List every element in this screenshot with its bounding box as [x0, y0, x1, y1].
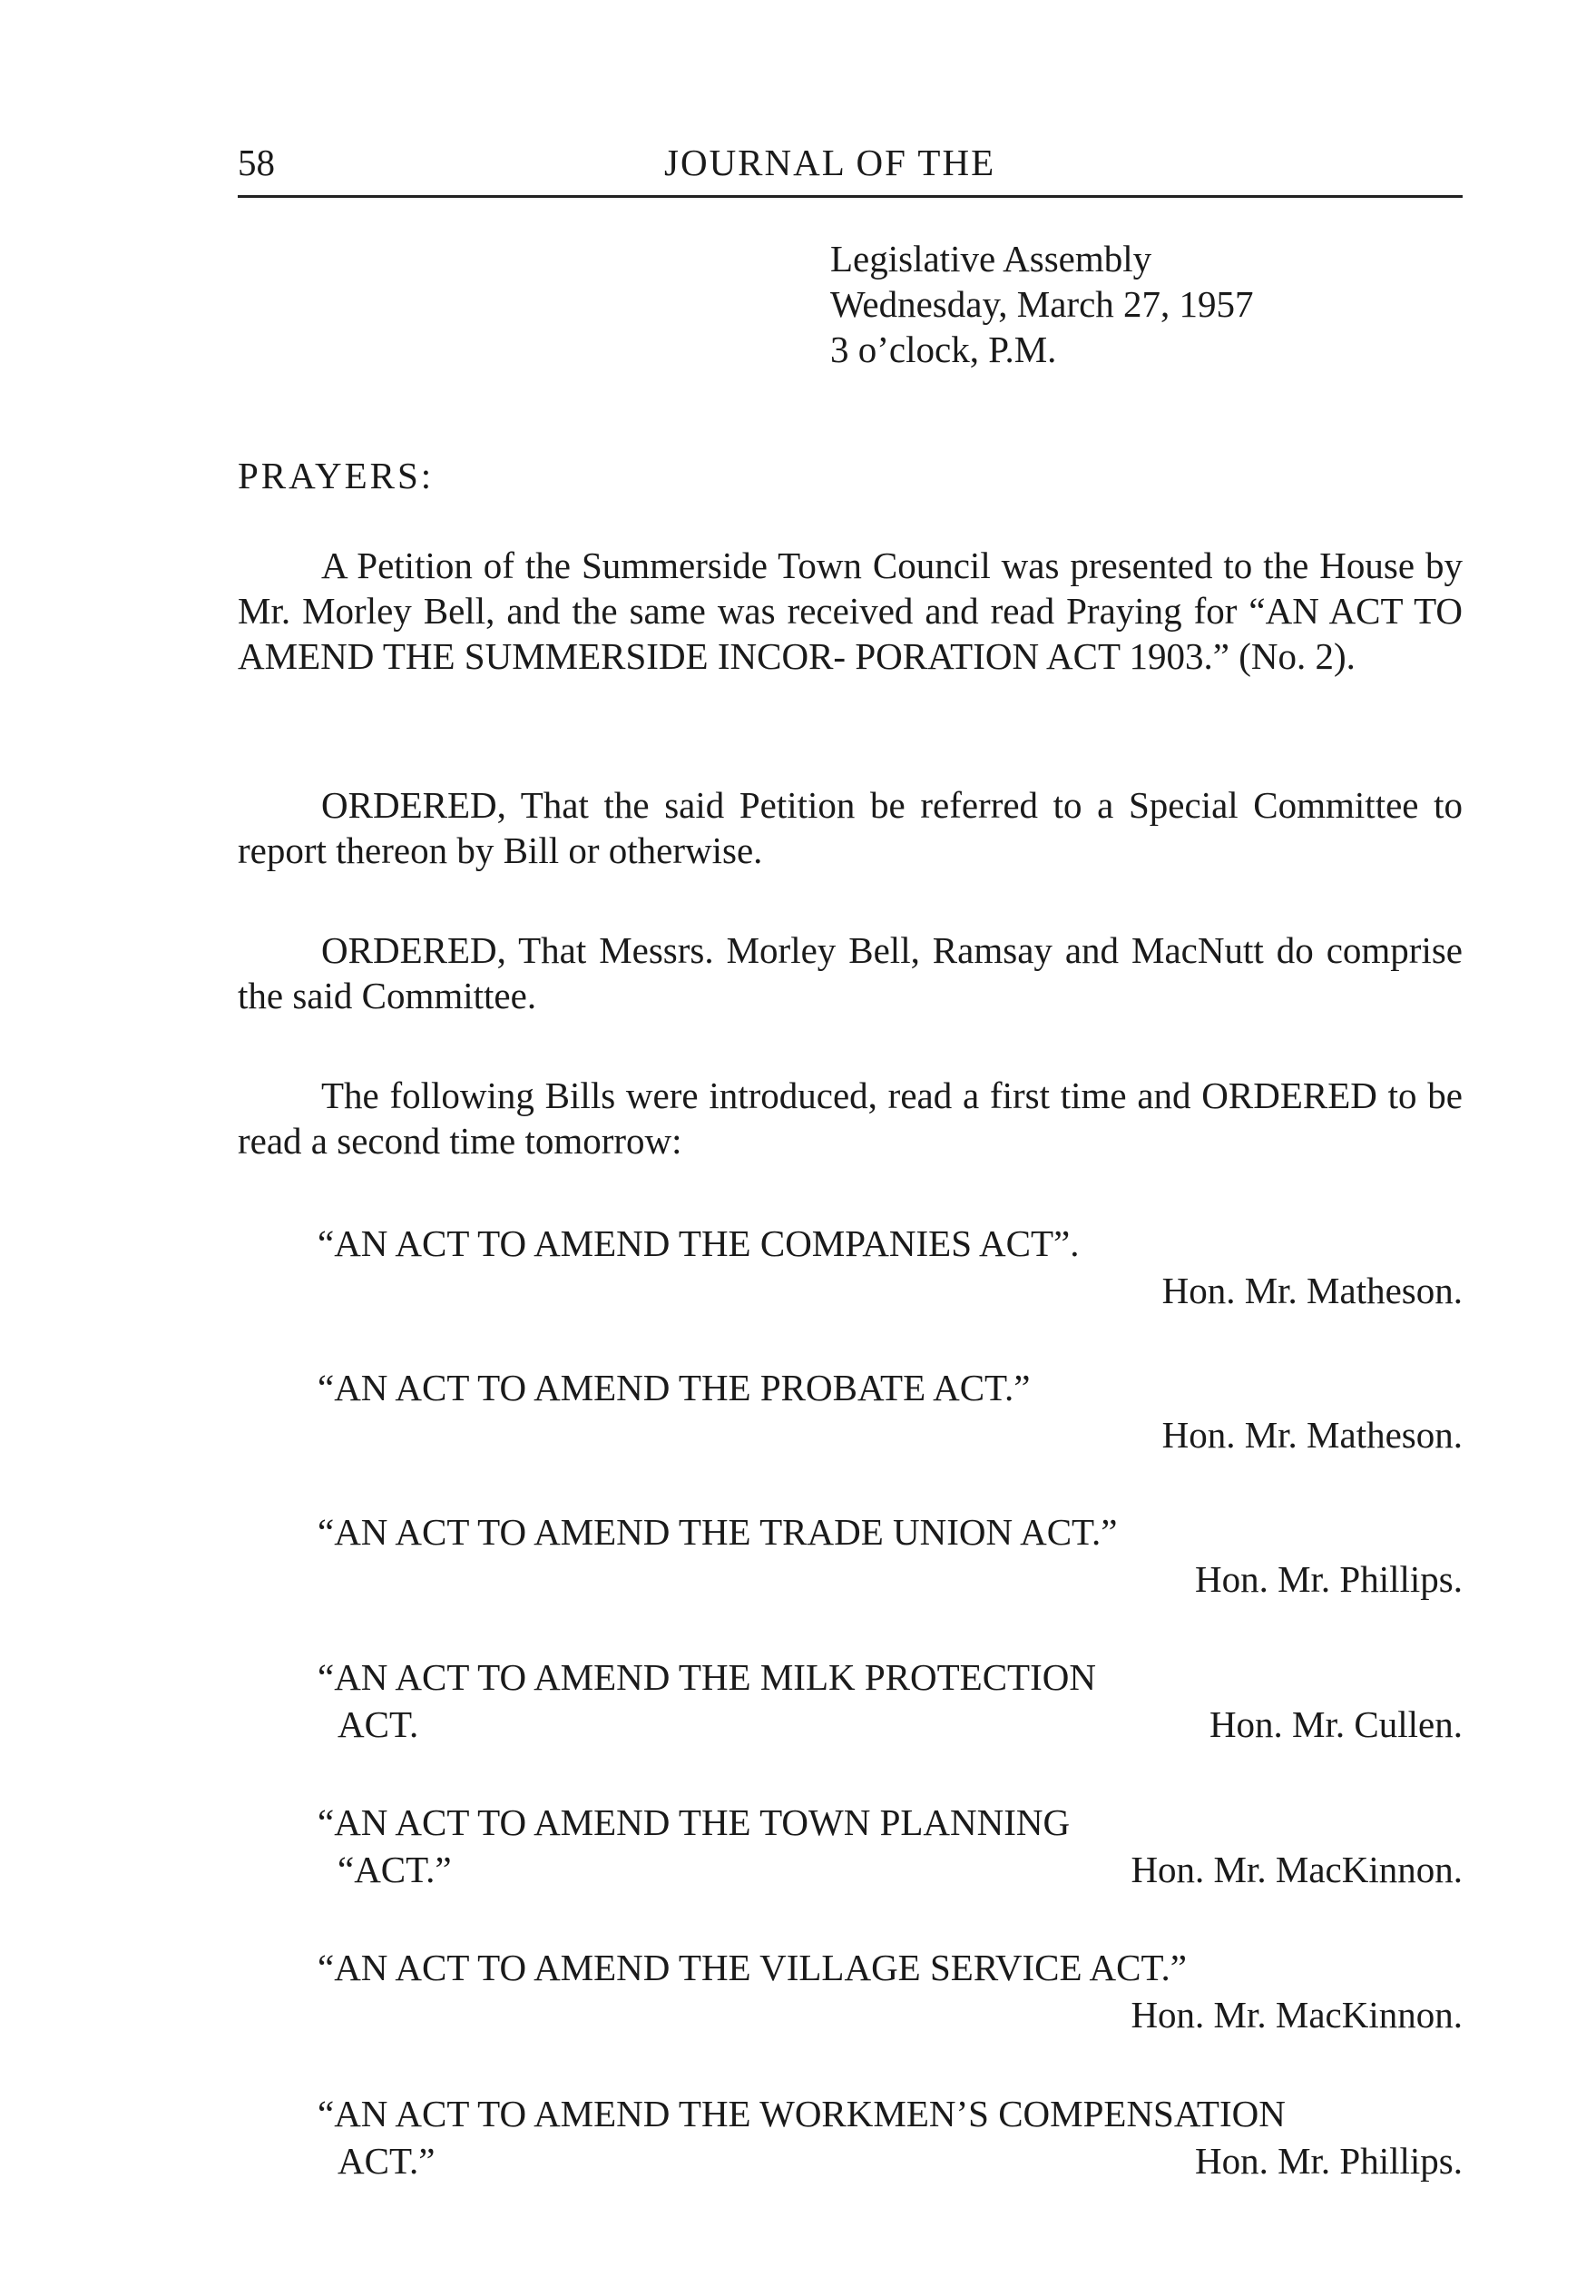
bills-intro-paragraph: The following Bills were introduced, read a first time and ORDERED to be read a second time tomorrow: [238, 1074, 1463, 1162]
dateline-body: Legislative Assembly [830, 238, 1152, 280]
bill-title: “AN ACT TO AMEND THE VILLAGE SERVICE ACT.” [318, 1947, 1187, 1988]
bill-sponsor: Hon. Mr. Matheson. [1161, 1414, 1463, 1456]
bill-entry [318, 1508, 1463, 1603]
bill-entry [318, 1653, 1463, 1748]
bill-entry [318, 1364, 1463, 1458]
bill-title: “AN ACT TO AMEND THE TRADE UNION ACT.” [318, 1511, 1118, 1553]
bill-title-continuation: ACT. [338, 1703, 419, 1745]
bill-sponsor: Hon. Mr. MacKinnon. [1131, 1994, 1463, 2036]
ordered-committee-paragraph: ORDERED, That the said Petition be referred to a Special Committee to report thereon by Bill or otherwise. [238, 784, 1463, 871]
bill-title: “AN ACT TO AMEND THE COMPANIES ACT”. [318, 1222, 1080, 1264]
bill-sponsor: Hon. Mr. MacKinnon. [1131, 1849, 1463, 1890]
dateline-date: Wednesday, March 27, 1957 [830, 283, 1254, 325]
bill-entry [318, 1220, 1463, 1314]
page-number: 58 [238, 142, 275, 183]
page-header [238, 141, 1463, 198]
bill-title: “AN ACT TO AMEND THE WORKMEN’S COMPENSATION [318, 2093, 1286, 2134]
bill-title-continuation: ACT.” [338, 2140, 436, 2182]
bill-title: “AN ACT TO AMEND THE TOWN PLANNING [318, 1801, 1071, 1843]
bill-entry [318, 2090, 1463, 2184]
bill-entry [318, 1944, 1463, 2038]
bill-sponsor: Hon. Mr. Cullen. [1209, 1703, 1463, 1745]
running-head: JOURNAL OF THE [664, 142, 996, 183]
petition-paragraph: A Petition of the Summerside Town Council was presented to the House by Mr. Morley Bell, and the same was received and read Praying for “AN ACT TO AMEND THE SUMMERSIDE INCOR- PORATION ACT 1903.” (No. 2). [238, 545, 1463, 677]
dateline [830, 236, 1254, 372]
bill-title-continuation: “ACT.” [338, 1849, 452, 1890]
dateline-time: 3 o’clock, P.M. [830, 329, 1057, 370]
bill-sponsor: Hon. Mr. Phillips. [1194, 2140, 1463, 2182]
bill-title: “AN ACT TO AMEND THE MILK PROTECTION [318, 1656, 1096, 1698]
bill-sponsor: Hon. Mr. Phillips. [1194, 1558, 1463, 1600]
bill-entry [318, 1799, 1463, 1893]
prayers-heading: PRAYERS: [238, 455, 435, 496]
bill-sponsor: Hon. Mr. Matheson. [1161, 1270, 1463, 1311]
bill-title: “AN ACT TO AMEND THE PROBATE ACT.” [318, 1367, 1031, 1408]
ordered-members-paragraph: ORDERED, That Messrs. Morley Bell, Ramsay and MacNutt do comprise the said Committee. [238, 929, 1463, 1016]
